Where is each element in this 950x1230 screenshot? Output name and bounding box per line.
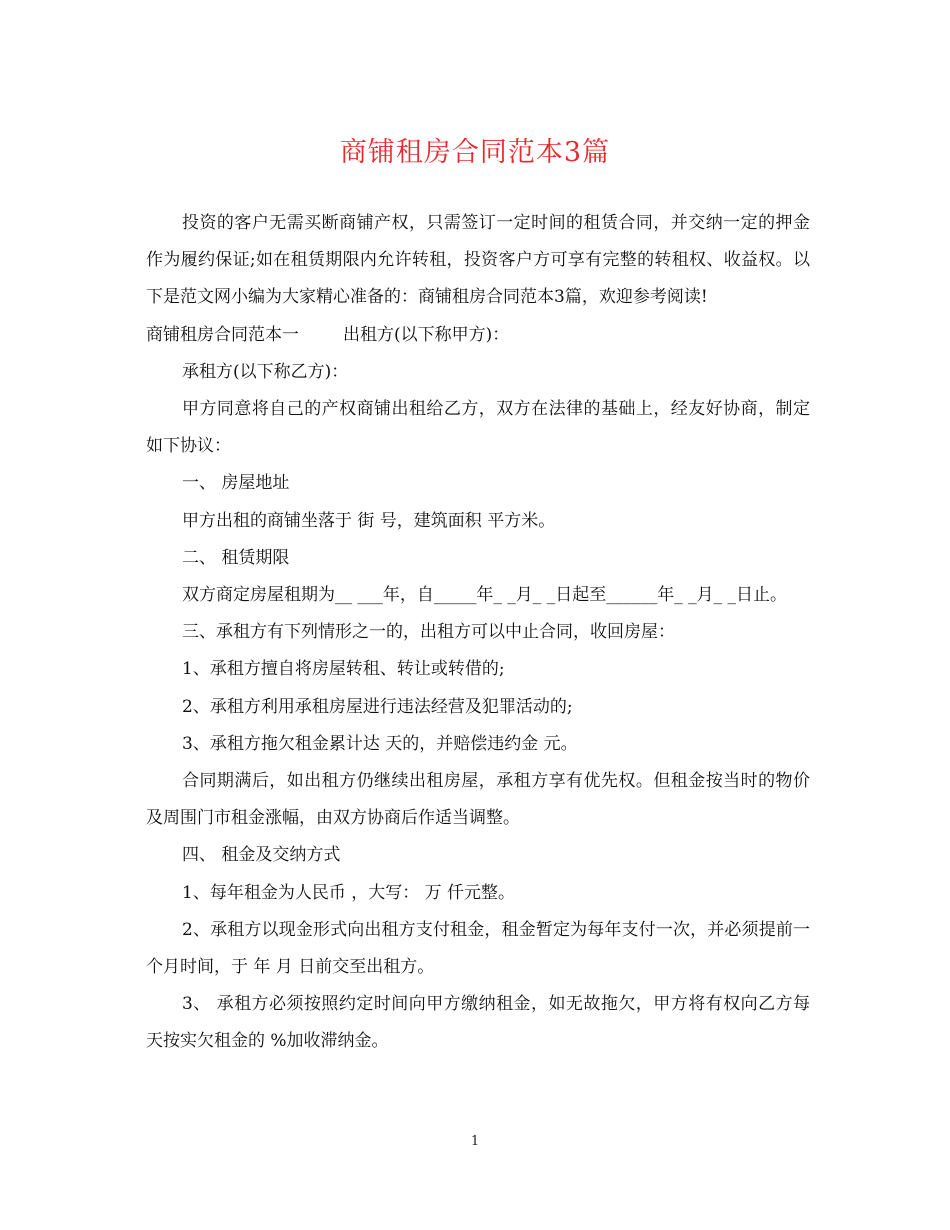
lessor-label: 出租方(以下称甲方)： xyxy=(343,324,510,345)
section-heading-term: 二、 租赁期限 xyxy=(182,547,290,568)
agreement-paragraph: 甲方同意将自己的产权商铺出租给乙方，双方在法律的基础上，经友好协商，制定如下协议： xyxy=(146,399,810,457)
document-body xyxy=(146,205,810,1061)
lessee-label: 承租方(以下称乙方)： xyxy=(182,361,349,382)
contract-subtitle: 商铺租房合同范本一 xyxy=(146,324,299,345)
termination-item-3: 3、承租方拖欠租金累计达 天的，并赔偿违约金 元。 xyxy=(182,733,578,754)
document-title: 商铺租房合同范本3篇 xyxy=(339,137,611,168)
contract-heading-line xyxy=(146,317,810,354)
rent-item-1: 1、每年租金为人民币 ，大写： 万 仟元整。 xyxy=(182,882,516,903)
term-paragraph: 双方商定房屋租期为__ ___年，自_____年_ _月_ _日起至______年_ _月_ _日止。 xyxy=(182,585,788,606)
termination-item-2: 2、承租方利用承租房屋进行违法经营及犯罪活动的; xyxy=(182,696,573,717)
address-paragraph: 甲方出租的商铺坐落于 街 号，建筑面积 平方米。 xyxy=(182,510,556,531)
rent-item-2: 2、承租方以现金形式向出租方支付租金，租金暂定为每年支付一次，并必须提前一个月时间，于 年 月 日前交至出租方。 xyxy=(146,919,810,978)
section-heading-termination: 三、承租方有下列情形之一的，出租方可以中止合同，收回房屋： xyxy=(182,622,675,643)
section-heading-address: 一、 房屋地址 xyxy=(182,473,290,494)
page-number: 1 xyxy=(470,1134,480,1149)
rent-item-3: 3、 承租方必须按照约定时间向甲方缴纳租金，如无故拖欠，甲方将有权向乙方每天按实欠租金的 %加收滞纳金。 xyxy=(146,994,810,1052)
intro-paragraph: 投资的客户无需买断商铺产权，只需签订一定时间的租赁合同，并交纳一定的押金作为履约保证;如在租赁期限内允许转租，投资客户方可享有完整的转租权、收益权。以下是范文网小编为大家精心准备的：商铺租房合同范本3篇，欢迎参考阅读! xyxy=(146,213,810,308)
termination-item-1: 1、承租方擅自将房屋转租、转让或转借的; xyxy=(182,659,505,680)
section-heading-rent: 四、 租金及交纳方式 xyxy=(182,845,341,866)
renewal-paragraph: 合同期满后，如出租方仍继续出租房屋，承租方享有优先权。但租金按当时的物价及周围门市租金涨幅，由双方协商后作适当调整。 xyxy=(146,771,810,829)
